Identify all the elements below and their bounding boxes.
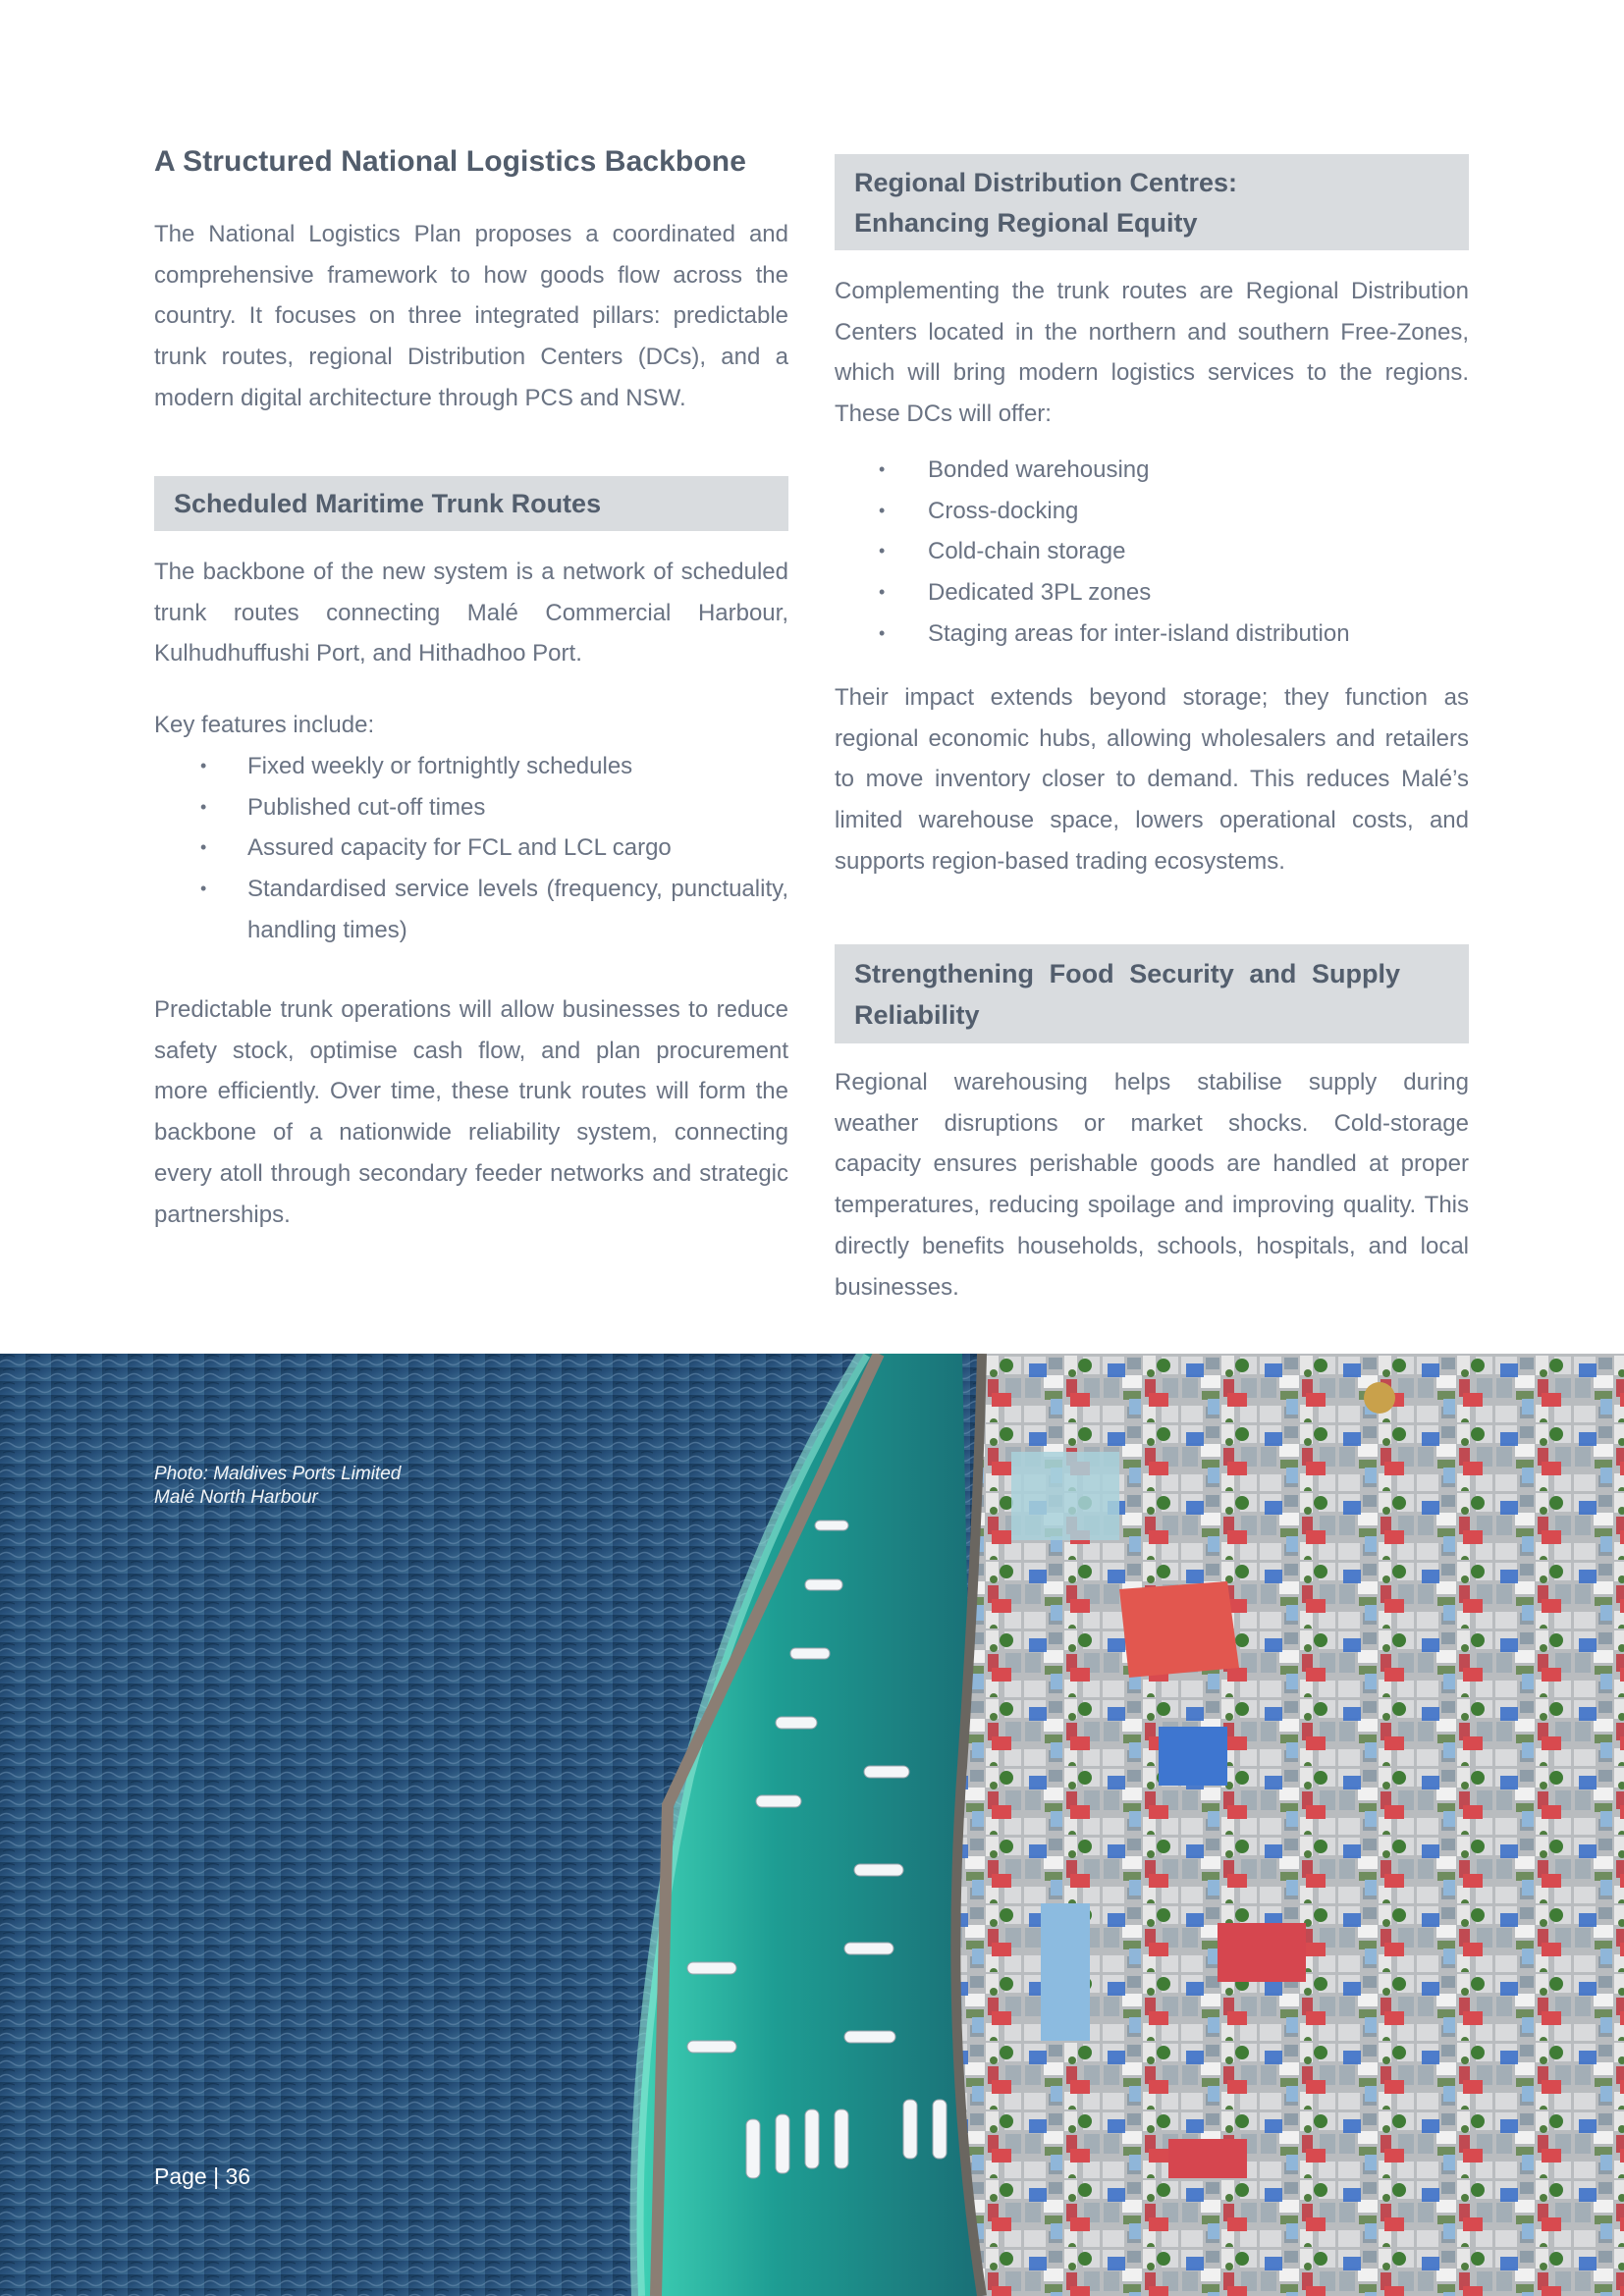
main-heading: A Structured National Logistics Backbone (154, 145, 746, 178)
dc-heading (835, 154, 1469, 250)
predictable-line: partnerships. (154, 1201, 291, 1228)
trunk-routes-heading (154, 476, 788, 531)
impact-line: supports region-based trading ecosystems. (835, 847, 1285, 875)
trunk-routes-paragraph (154, 552, 788, 674)
impact-line: limited warehouse space, lowers operational costs, and (835, 807, 1469, 834)
list-item-text: Dedicated 3PL zones (928, 579, 1152, 607)
key-features-label: Key features include: (154, 712, 375, 738)
list-item (154, 869, 788, 950)
impact-paragraph (835, 677, 1469, 882)
list-item-text: Standardised service levels (frequency, punctuality, (247, 876, 788, 903)
list-item (835, 531, 1469, 572)
list-item-text: Published cut-off times (247, 793, 486, 821)
key-features-list (154, 746, 788, 951)
trunk-routes-heading-text: Scheduled Maritime Trunk Routes (174, 489, 602, 518)
list-item (835, 491, 1469, 532)
page-number: Page | 36 (154, 2163, 251, 2189)
food-line: weather disruptions or market shocks. Cold-storage (835, 1109, 1469, 1137)
list-item-text: Cold-chain storage (928, 538, 1126, 565)
list-item-text: Bonded warehousing (928, 456, 1150, 483)
food-line: businesses. (835, 1273, 959, 1301)
bullet-icon: • (879, 541, 886, 561)
dcHeading-line: Enhancing Regional Equity (854, 208, 1198, 238)
food-security-paragraph (835, 1062, 1469, 1308)
list-item (835, 614, 1469, 655)
impact-line: regional economic hubs, allowing wholesalers and retailers (835, 724, 1469, 752)
photo-caption-line-2: Malé North Harbour (154, 1487, 318, 1508)
list-item-text: Assured capacity for FCL and LCL cargo (247, 834, 672, 862)
dc-line: Centers located in the northern and southern Free-Zones, (835, 318, 1469, 346)
list-item-text: Staging areas for inter-island distribution (928, 619, 1350, 647)
predictable-line: backbone of a nationwide reliability system, connecting (154, 1119, 788, 1147)
bullet-icon: • (200, 796, 207, 817)
list-item-text: handling times) (247, 916, 407, 943)
list-item-text: Fixed weekly or fortnightly schedules (247, 753, 633, 779)
predictable-line: Predictable trunk operations will allow businesses to reduce (154, 996, 788, 1023)
dc-paragraph (835, 271, 1469, 435)
dcHeading-line: Regional Distribution Centres: (854, 168, 1238, 197)
bullet-icon: • (879, 459, 886, 479)
bullet-icon: • (879, 622, 886, 643)
intro-line: comprehensive framework to how goods flow across the (154, 261, 788, 289)
foodHeading-line: Reliability (854, 1000, 980, 1030)
intro-line: The National Logistics Plan proposes a coordinated and (154, 221, 788, 247)
trunk-line: trunk routes connecting Malé Commercial Harbour, (154, 599, 788, 626)
trunk-line: The backbone of the new system is a network of scheduled (154, 559, 788, 585)
dc-services-list (835, 450, 1469, 655)
intro-line: modern digital architecture through PCS and NSW. (154, 384, 686, 411)
food-security-heading (835, 944, 1469, 1043)
food-line: temperatures, reducing spoilage and improving quality. This (835, 1192, 1469, 1219)
photo-caption (154, 1463, 401, 1510)
intro-paragraph (154, 214, 788, 419)
dc-line: which will bring modern logistics services to the regions. (835, 359, 1469, 387)
food-line: capacity ensures perishable goods are handled at proper (835, 1150, 1469, 1178)
bullet-icon: • (200, 756, 207, 775)
impact-line: to move inventory closer to demand. This reduces Malé’s (835, 766, 1469, 793)
list-item-text: Cross-docking (928, 497, 1079, 524)
bullet-icon: • (200, 837, 207, 858)
food-line: Regional warehousing helps stabilise supply during (835, 1069, 1469, 1095)
bullet-icon: • (200, 879, 207, 899)
list-item (154, 746, 788, 787)
list-item (835, 572, 1469, 614)
list-item (154, 787, 788, 828)
photo-caption-line-1: Photo: Maldives Ports Limited (154, 1464, 402, 1484)
trunk-line: Kulhudhuffushi Port, and Hithadhoo Port. (154, 640, 582, 667)
bullet-icon: • (879, 582, 886, 603)
foodHeading-line: Strengthening Food Security and Supply (854, 959, 1400, 988)
list-item (835, 450, 1469, 491)
dc-line: These DCs will offer: (835, 400, 1052, 428)
food-line: directly benefits households, schools, hospitals, and local (835, 1232, 1469, 1259)
impact-line: Their impact extends beyond storage; they function as (835, 684, 1469, 711)
predictable-line: every atoll through secondary feeder networks and strategic (154, 1159, 788, 1187)
predictable-line: more efficiently. Over time, these trunk routes will form the (154, 1078, 788, 1105)
intro-line: country. It focuses on three integrated pillars: predictable (154, 302, 788, 330)
predictable-paragraph (154, 989, 788, 1235)
predictable-line: safety stock, optimise cash flow, and plan procurement (154, 1037, 788, 1064)
list-item (154, 828, 788, 869)
intro-line: trunk routes, regional Distribution Centers (DCs), and a (154, 344, 788, 371)
dc-line: Complementing the trunk routes are Regional Distribution (835, 278, 1469, 304)
bullet-icon: • (879, 500, 886, 520)
